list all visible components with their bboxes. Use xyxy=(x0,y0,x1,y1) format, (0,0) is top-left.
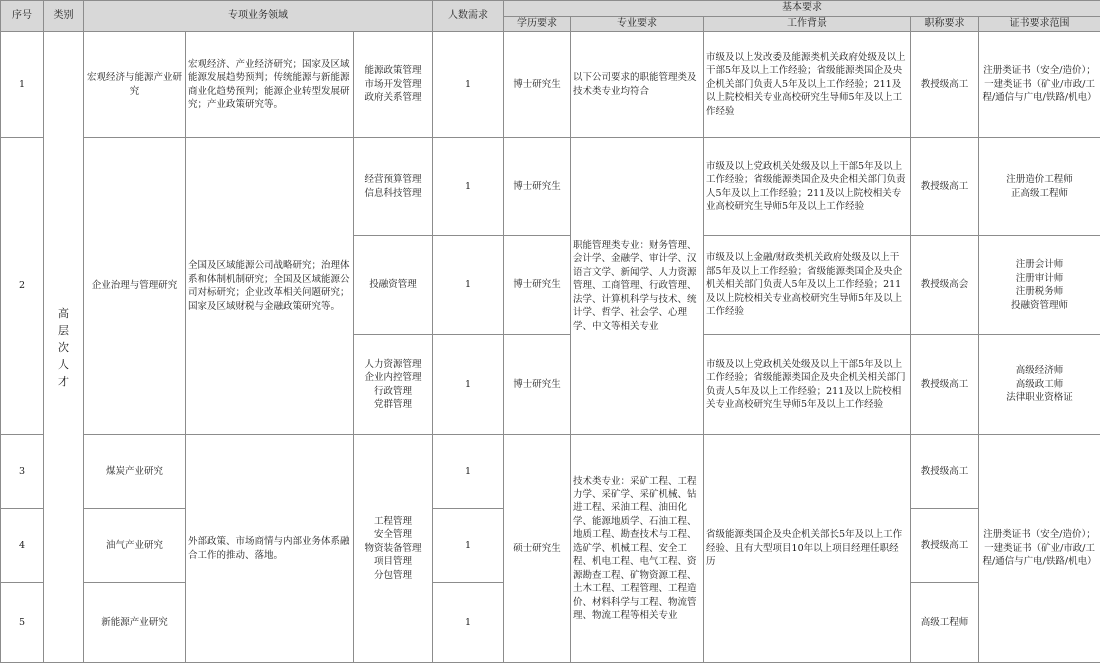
row-background: 市级及以上金融/财政类机关政府处级及以上干部5年及以上工作经验；省级能源类国企及央企机关相关部门负责人5年及以上工作经验；211及以上院校相关专业高校研究生导师5年及以上工作经验 xyxy=(704,236,911,335)
category-label: 高层次人才 xyxy=(58,305,70,390)
row-title: 教授级高会 xyxy=(911,236,979,335)
row-certificate: 注册会计师 注册审计师 注册税务师 投融资管理师 xyxy=(979,236,1100,335)
row-headcount: 1 xyxy=(433,583,504,663)
row-headcount: 1 xyxy=(433,236,504,335)
row-education: 博士研究生 xyxy=(504,236,571,335)
table-row xyxy=(1,32,1100,138)
header-title: 职称要求 xyxy=(911,17,979,32)
row-headcount: 1 xyxy=(433,335,504,435)
row-positions: 投融资管理 xyxy=(354,236,433,335)
row-description: 外部政策、市场商情与内部业务体系融合工作的推动、落地。 xyxy=(186,435,354,663)
row-headcount: 1 xyxy=(433,138,504,236)
row-description: 宏观经济、产业经济研究；国家及区域能源发展趋势预判；传统能源与新能源商业化趋势预判；能源企业转型发展研究；产业政策研究等。 xyxy=(186,32,354,138)
row-field: 企业治理与管理研究 xyxy=(84,138,186,435)
row-description: 全国及区域能源公司战略研究；治理体系和体制机制研究；全国及区域能源公司对标研究；企业改革相关问题研究；国家及区域财税与金融政策研究等。 xyxy=(186,138,354,435)
header-seq: 序号 xyxy=(1,1,44,32)
row-major: 以下公司要求的职能管理类及技术类专业均符合 xyxy=(571,32,704,138)
row-seq: 3 xyxy=(1,435,44,509)
row-seq: 5 xyxy=(1,583,44,663)
table-row xyxy=(1,138,1100,236)
row-field: 油气产业研究 xyxy=(84,509,186,583)
row-title: 教授级高工 xyxy=(911,32,979,138)
row-education: 博士研究生 xyxy=(504,32,571,138)
row-headcount: 1 xyxy=(433,435,504,509)
row-major: 技术类专业：采矿工程、工程力学、采矿学、采矿机械、钻进工程、采油工程、油田化学、能源地质学、石油工程、地质工程、勘查技术与工程、选矿学、机械工程、安全工程、机电工程、电气工程、资源勘查工程、矿物资源工程、土木工程、工程管理、工程造价、材料科学与工程、物流管理、物流工程等相关专业 xyxy=(571,435,704,663)
header-certificate: 证书要求范围 xyxy=(979,17,1100,32)
row-title: 教授级高工 xyxy=(911,335,979,435)
row-certificate: 高级经济师 高级政工师 法律职业资格证 xyxy=(979,335,1100,435)
row-title: 教授级高工 xyxy=(911,509,979,583)
row-positions: 经营预算管理 信息科技管理 xyxy=(354,138,433,236)
row-positions: 人力资源管理 企业内控管理 行政管理 党群管理 xyxy=(354,335,433,435)
row-field: 煤炭产业研究 xyxy=(84,435,186,509)
header-domain: 专项业务领域 xyxy=(84,1,433,32)
row-major: 职能管理类专业：财务管理、会计学、金融学、审计学、汉语言文学、新闻学、人力资源管理、工商管理、行政管理、法学、计算机科学与技术、统计学、哲学、社会学、心理学、中文等相关专业 xyxy=(571,138,704,435)
row-title: 教授级高工 xyxy=(911,138,979,236)
header-headcount: 人数需求 xyxy=(433,1,504,32)
header-education: 学历要求 xyxy=(504,17,571,32)
row-seq: 4 xyxy=(1,509,44,583)
row-certificate: 注册造价工程师 正高级工程师 xyxy=(979,138,1100,236)
row-seq: 1 xyxy=(1,32,44,138)
header-major: 专业要求 xyxy=(571,17,704,32)
row-headcount: 1 xyxy=(433,509,504,583)
row-field: 宏观经济与能源产业研究 xyxy=(84,32,186,138)
row-title: 教授级高工 xyxy=(911,435,979,509)
row-education: 博士研究生 xyxy=(504,138,571,236)
row-seq: 2 xyxy=(1,138,44,435)
row-background: 市级及以上党政机关处级及以上干部5年及以上工作经验；省级能源类国企及央企相关部门负责人5年及以上工作经验；211及以上院校相关专业高校研究生导师5年及以上工作经验 xyxy=(704,138,911,236)
row-certificate: 注册类证书（安全/造价）；一建类证书（矿业/市政/工程/通信与广电/铁路/机电） xyxy=(979,435,1100,663)
table-row xyxy=(1,435,1100,509)
row-education: 硕士研究生 xyxy=(504,435,571,663)
row-education: 博士研究生 xyxy=(504,335,571,435)
category-cell xyxy=(44,32,84,663)
row-positions: 能源政策管理 市场开发管理 政府关系管理 xyxy=(354,32,433,138)
header-basic: 基本要求 xyxy=(504,1,1100,17)
row-field: 新能源产业研究 xyxy=(84,583,186,663)
row-background: 市级及以上党政机关处级及以上干部5年及以上工作经验；省级能源类国企及央企机关相关部门负责人5年及以上工作经验；211及以上院校相关专业高校研究生导师5年及以上工作经验 xyxy=(704,335,911,435)
row-positions: 工程管理 安全管理 物资装备管理 项目管理 分包管理 xyxy=(354,435,433,663)
header-background: 工作背景 xyxy=(704,17,911,32)
row-certificate: 注册类证书（安全/造价）；一建类证书（矿业/市政/工程/通信与广电/铁路/机电） xyxy=(979,32,1100,138)
row-background: 市级及以上发改委及能源类机关政府处级及以上干部5年及以上工作经验；省级能源类国企及央企机关部门负责人5年及以上工作经验；211及以上院校相关专业高校研究生导师5年及以上工作经验 xyxy=(704,32,911,138)
row-background: 省级能源类国企及央企机关部长5年及以上工作经验、且有大型项目10年以上项目经理任职经历 xyxy=(704,435,911,663)
header-category: 类别 xyxy=(44,1,84,32)
row-title: 高级工程师 xyxy=(911,583,979,663)
row-headcount: 1 xyxy=(433,32,504,138)
header-row-1 xyxy=(1,1,1100,17)
